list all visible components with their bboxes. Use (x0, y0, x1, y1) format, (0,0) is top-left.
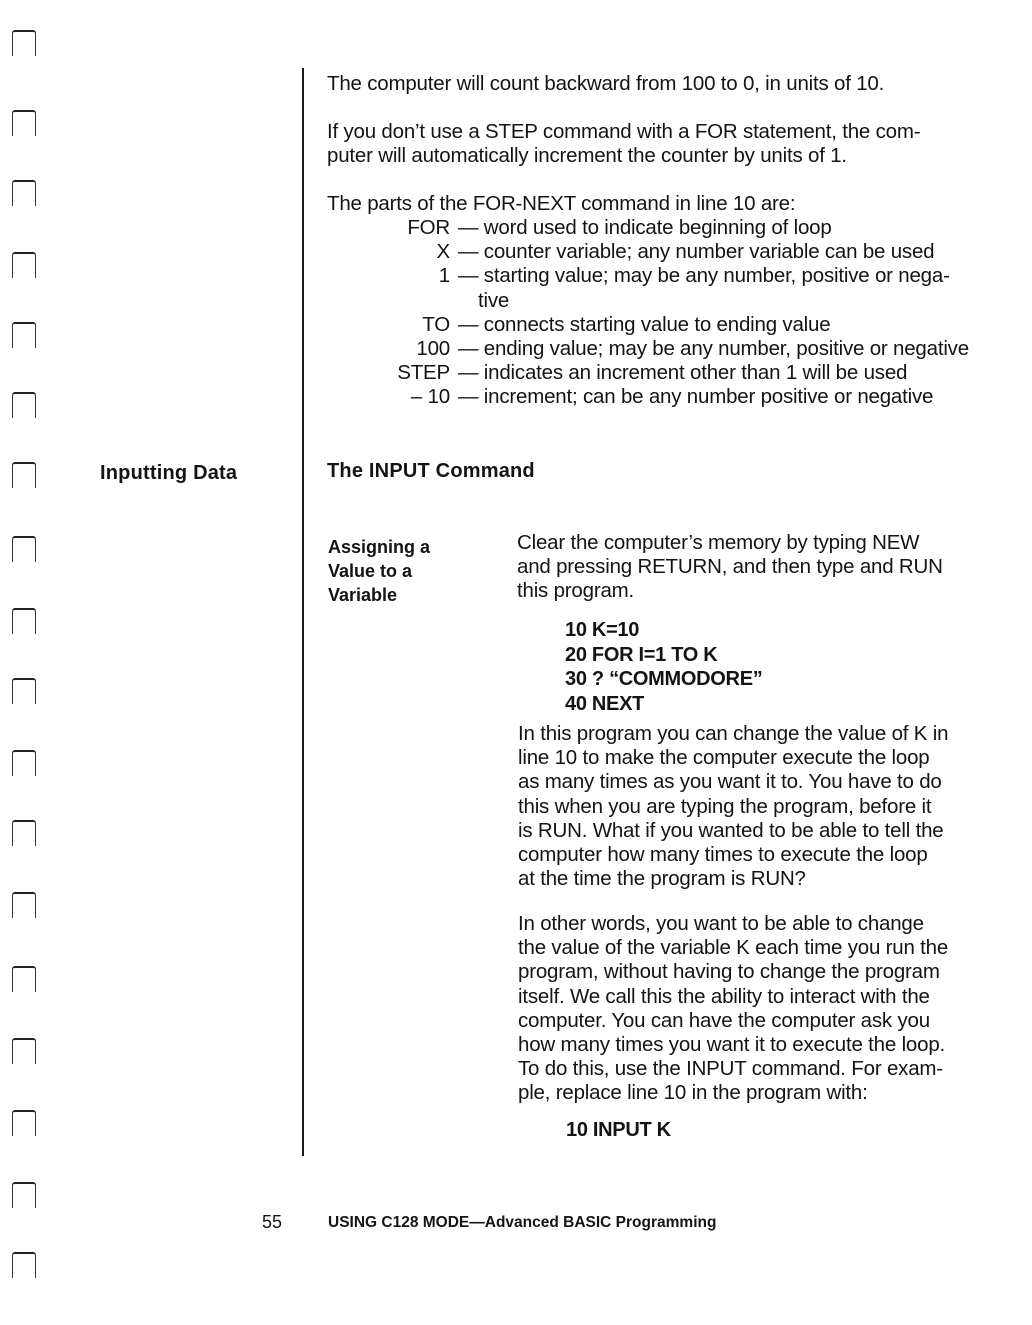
binder-hole (12, 892, 36, 918)
running-footer: USING C128 MODE—Advanced BASIC Programming (328, 1214, 717, 1231)
body-paragraph-clear: Clear the computer’s memory by typing NEW and pressing RETURN, and then type and RUN this program. (517, 531, 943, 603)
binder-hole (12, 392, 36, 418)
body-paragraph-loop: In this program you can change the value of K in line 10 to make the computer execute the loop as many times as you want it to. You have to do this when you are typing the program, before it is RUN. What if you wanted to be able to tell the computer how many times to execute the loop at the time the program is RUN? (518, 722, 949, 891)
part-definition (320, 385, 978, 409)
part-term: – 10 (410, 385, 450, 409)
binder-hole (12, 750, 36, 776)
part-description: — indicates an increment other than 1 will be used (458, 361, 908, 385)
binder-hole (12, 820, 36, 846)
part-term: FOR (407, 216, 450, 239)
part-term: X (436, 240, 450, 264)
part-definition (320, 313, 978, 337)
part-term: 100 (416, 337, 450, 360)
binder-hole (12, 536, 36, 562)
body-paragraph-interact: In other words, you want to be able to change the value of the variable K each time you run the program, without having to change the program itself. We call this the ability to interact with the computer. You can have the computer ask you how many times you want it to execute the loop. To do this, use the INPUT command. For exam- ple, replace line 10 in the program with: (518, 912, 949, 1105)
code-line: 20 FOR I=1 TO K (565, 643, 718, 666)
binder-hole (12, 678, 36, 704)
binder-hole (12, 1110, 36, 1136)
intro-line: The computer will count backward from 100 to 0, in units of 10. (327, 72, 885, 95)
binder-hole (12, 322, 36, 348)
program-listing (565, 618, 762, 716)
part-description: — counter variable; any number variable can be used (458, 240, 935, 264)
section-heading: The INPUT Command (327, 460, 535, 482)
part-definition (320, 216, 978, 240)
binder-hole (12, 966, 36, 992)
binder-hole (12, 1252, 36, 1278)
part-description: — increment; can be any number positive or negative (458, 385, 934, 409)
parts-intro: The parts of the FOR-NEXT command in line 10 are: (327, 192, 796, 215)
part-term: TO (422, 312, 450, 336)
part-definition (320, 361, 978, 385)
part-description: — connects starting value to ending value (458, 312, 831, 336)
binder-hole (12, 608, 36, 634)
part-definition (320, 240, 978, 264)
sub-heading: Assigning a Value to a Variable (328, 537, 431, 605)
intro-paragraph-step: If you don’t use a STEP command with a FOR statement, the com- puter will automatically increment the counter by units of 1. (327, 120, 921, 168)
binder-hole (12, 30, 36, 56)
binder-hole (12, 1038, 36, 1064)
binder-hole (12, 180, 36, 206)
code-input-line: 10 INPUT K (566, 1119, 671, 1141)
part-definition (320, 337, 978, 361)
code-line: 30 ? “COMMODORE” (565, 668, 763, 690)
side-heading: Inputting Data (100, 462, 238, 484)
part-term: STEP (397, 361, 450, 385)
column-rule (302, 68, 304, 1156)
code-line: 40 NEXT (565, 692, 645, 715)
binder-hole (12, 110, 36, 136)
page-number: 55 (262, 1212, 283, 1232)
part-description: — word used to indicate beginning of loop (458, 216, 832, 239)
part-description: — ending value; may be any number, positive or negative (458, 337, 969, 360)
part-description: — starting value; may be any number, positive or nega- tive (458, 264, 950, 312)
binder-hole (12, 252, 36, 278)
binder-hole (12, 1182, 36, 1208)
part-definition (320, 264, 978, 312)
code-line: 10 K=10 (565, 619, 640, 641)
binder-hole (12, 462, 36, 488)
part-term: 1 (438, 264, 450, 288)
